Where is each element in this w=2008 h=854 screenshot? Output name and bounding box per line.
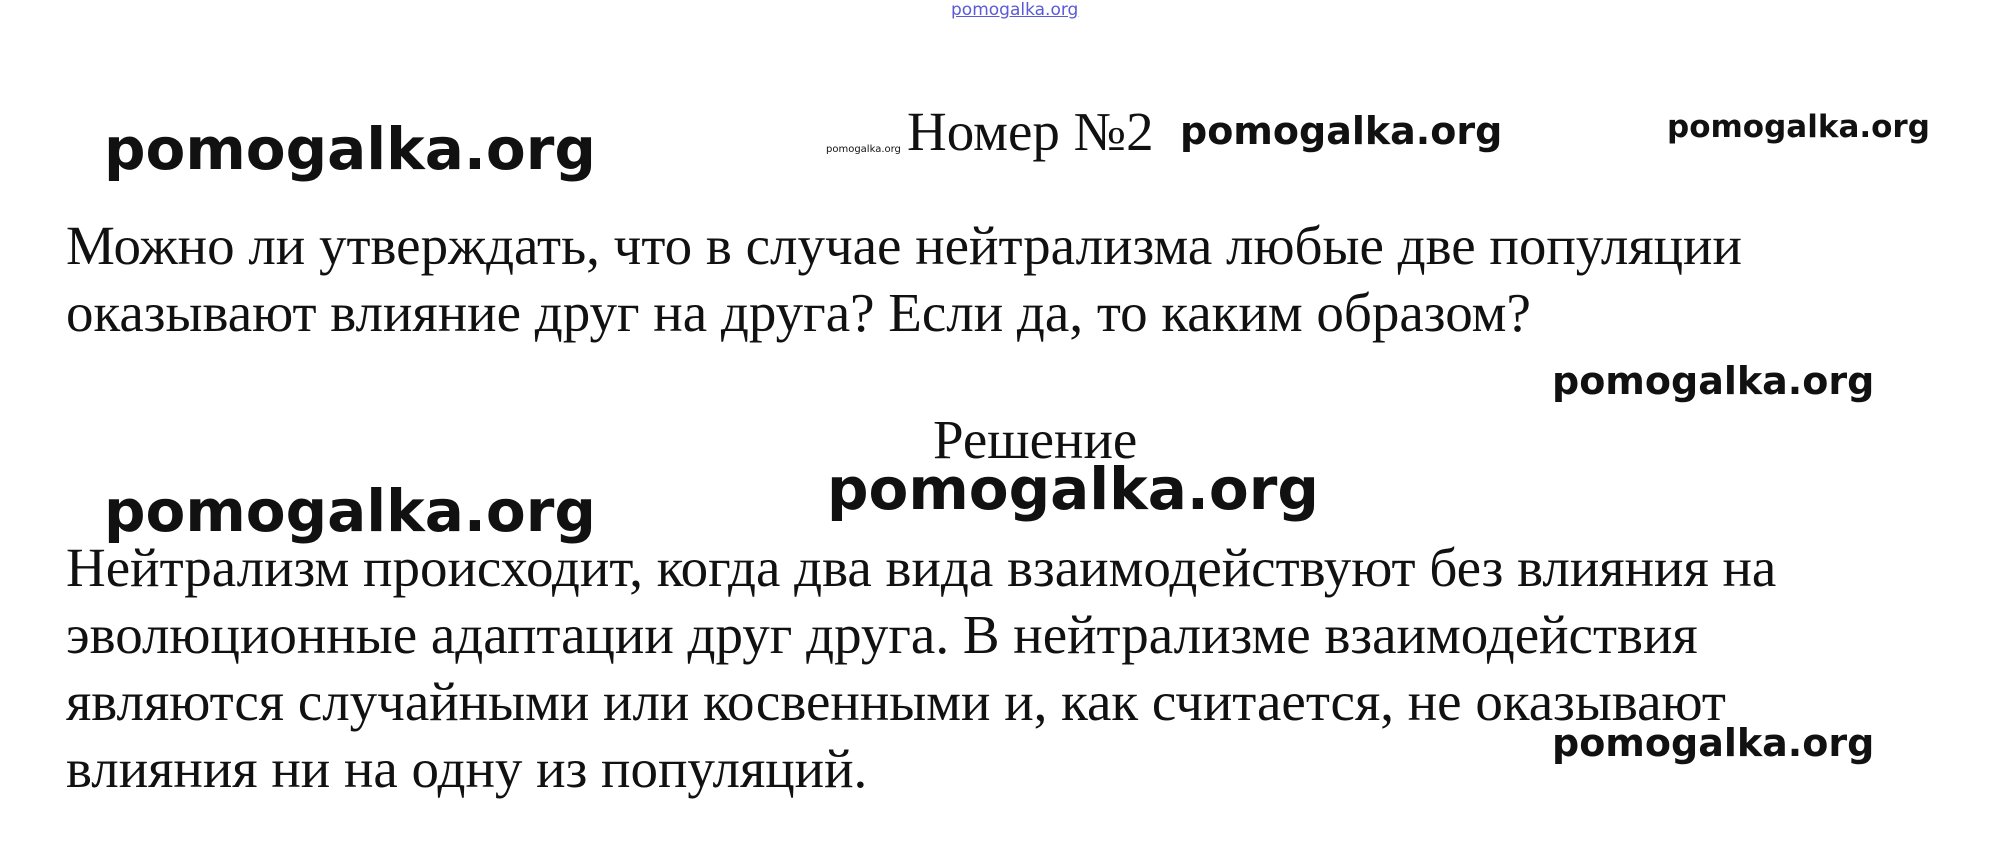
watermark-right-middle: pomogalka.org	[1552, 359, 1875, 403]
page-title: Номер №2	[907, 101, 1154, 162]
question-paragraph	[66, 212, 1986, 346]
watermark-top-link[interactable]: pomogalka.org	[951, 0, 1079, 20]
question-line: оказывают влияние друг на друга? Если да, то каким образом?	[66, 282, 1531, 343]
watermark-right-lower: pomogalka.org	[1552, 721, 1875, 765]
answer-line: эволюционные адаптации друг друга. В нейтрализме взаимодействия	[66, 604, 1698, 665]
watermark-top-right: pomogalka.org	[1667, 109, 1930, 145]
question-line: Можно ли утверждать, что в случае нейтрализма любые две популяции	[66, 215, 1742, 276]
watermark-title-right: pomogalka.org	[1180, 109, 1503, 153]
watermark-left-lower: pomogalka.org	[104, 477, 596, 545]
watermark-tiny: pomogalka.org	[826, 144, 901, 155]
watermark-left-upper: pomogalka.org	[104, 115, 596, 183]
solution-heading: Решение	[933, 409, 1138, 470]
answer-line: влияния ни на одну из популяций.	[66, 738, 868, 799]
watermark-center: pomogalka.org	[827, 455, 1319, 523]
answer-line: являются случайными или косвенными и, как считается, не оказывают	[66, 671, 1726, 732]
answer-line: Нейтрализм происходит, когда два вида взаимодействуют без влияния на	[66, 537, 1777, 598]
